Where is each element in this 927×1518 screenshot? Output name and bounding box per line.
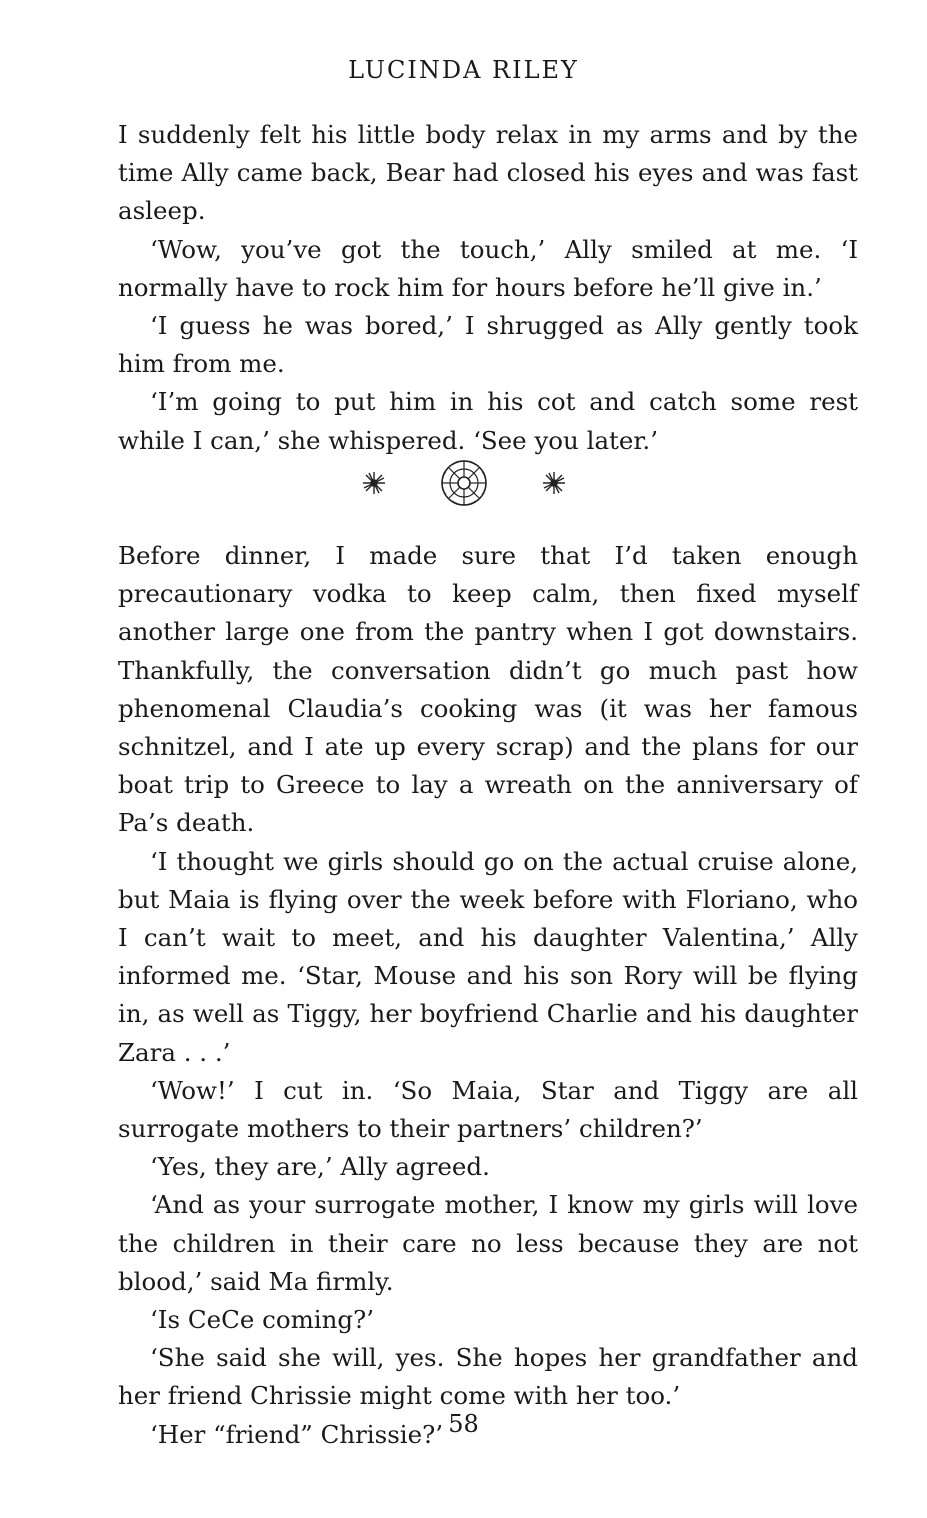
paragraph: ‘Yes, they are,’ Ally agreed. (150, 1152, 490, 1182)
page-number: 58 (448, 1410, 479, 1438)
text-block-bottom (118, 537, 858, 1454)
paragraph: I suddenly felt his little body relax in my arms and by the time Ally came back, Bear had closed his eyes and was fast asleep. (118, 120, 858, 226)
section-break (0, 455, 927, 515)
section-break-ornament-icon (334, 455, 594, 515)
paragraph: ‘I guess he was bored,’ I shrugged as Ally gently took him from me. (118, 311, 858, 379)
paragraph: ‘Is CeCe coming?’ (150, 1305, 375, 1335)
text-block-top (118, 116, 858, 460)
paragraph: ‘I thought we girls should go on the actual cruise alone, but Maia is flying over the week before with Floriano, who I can’t wait to meet, and his daughter Valentina,’ Ally informed me. ‘Star, Mouse and his son Rory will be flying in, as well as Tiggy, her boyfriend Charlie and his daughter Zara . . .’ (118, 846, 858, 1067)
running-head: LUCINDA RILEY (348, 56, 579, 84)
paragraph: ‘Her “friend” Chrissie?’ (150, 1419, 444, 1449)
paragraph: ‘Wow!’ I cut in. ‘So Maia, Star and Tiggy are all surrogate mothers to their partners’ children?’ (118, 1075, 858, 1144)
paragraph: ‘And as your surrogate mother, I know my girls will love the children in their care no less because they are not blood,’ said Ma firmly. (118, 1190, 858, 1296)
paragraph: ‘I’m going to put him in his cot and catch some rest while I can,’ she whispered. ‘See you later.’ (118, 387, 858, 455)
paragraph: ‘She said she will, yes. She hopes her grandfather and her friend Chrissie might come with her too.’ (118, 1343, 858, 1411)
paragraph: Before dinner, I made sure that I’d taken enough precautionary vodka to keep calm, then fixed myself another large one from the pantry when I got downstairs. Thankfully, the conversation didn’t go much past how phenomenal Claudia’s cooking was (it was her famous schnitzel, and I ate up every scrap) and the plans for our boat trip to Greece to lay a wreath on the anniversary of Pa’s death. (118, 541, 858, 838)
paragraph: ‘Wow, you’ve got the touch,’ Ally smiled at me. ‘I normally have to rock him for hours before he’ll give in.’ (118, 234, 858, 302)
